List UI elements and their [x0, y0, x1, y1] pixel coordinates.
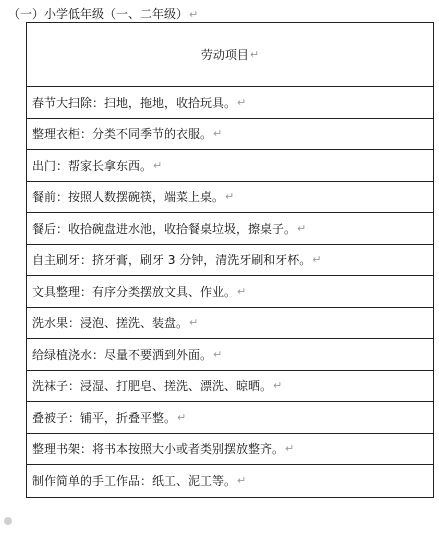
row-text: 自主刷牙：挤牙膏，刷牙 3 分钟，清洗牙刷和牙杯。	[32, 253, 312, 268]
row-text: 整理书架：将书本按照大小或者类别摆放整齐。	[32, 442, 285, 457]
row-text: 叠被子：铺平，折叠平整。	[32, 410, 177, 425]
labor-items-table	[26, 22, 434, 498]
row-text: 餐前：按照人数摆碗筷，端菜上桌。	[32, 190, 225, 205]
row-text: 整理衣柜：分类不同季节的衣服。	[32, 127, 213, 142]
paragraph-mark-icon: ↵	[237, 474, 247, 488]
table-row	[27, 402, 433, 434]
section-heading-text: （一）小学低年级（一、二年级）	[8, 7, 189, 21]
paragraph-mark-icon: ↵	[189, 8, 199, 21]
table-row	[27, 308, 433, 340]
paragraph-mark-icon: ↵	[285, 442, 295, 456]
table-row	[27, 87, 433, 119]
row-text: 文具整理：有序分类摆放文具、作业。	[32, 284, 237, 299]
table-row	[27, 119, 433, 151]
row-text: 洗水果：浸泡、搓洗、装盘。	[32, 316, 189, 331]
row-text: 春节大扫除：扫地，拖地，收拾玩具。	[32, 95, 237, 110]
table-row	[27, 339, 433, 371]
table-row	[27, 245, 433, 277]
paragraph-mark-icon: ↵	[153, 158, 163, 172]
paragraph-mark-icon: ↵	[312, 253, 322, 267]
watermark-logo	[4, 517, 14, 527]
table-row	[27, 276, 433, 308]
table-row	[27, 150, 433, 182]
row-text: 洗袜子：浸湿、打肥皂、搓洗、漂洗、晾晒。	[32, 379, 273, 394]
row-text: 制作简单的手工作品：纸工、泥工等。	[32, 474, 237, 489]
table-row	[27, 182, 433, 214]
paragraph-mark-icon: ↵	[237, 95, 247, 109]
table-header-cell	[27, 23, 433, 87]
row-text: 餐后：收拾碗盘进水池，收拾餐桌垃圾，擦桌子。	[32, 221, 297, 236]
paragraph-mark-icon: ↵	[213, 347, 223, 361]
paragraph-mark-icon: ↵	[297, 221, 307, 235]
section-heading	[8, 6, 198, 23]
table-row	[27, 371, 433, 403]
row-text: 给绿植浇水：尽量不要洒到外面。	[32, 347, 213, 362]
table-header-text: 劳动项目	[200, 48, 249, 62]
paragraph-mark-icon: ↵	[177, 410, 187, 424]
row-text: 出门：帮家长拿东西。	[32, 158, 153, 173]
table-row	[27, 213, 433, 245]
paragraph-mark-icon: ↵	[249, 48, 260, 61]
paragraph-mark-icon: ↵	[213, 127, 223, 141]
paragraph-mark-icon: ↵	[273, 379, 283, 393]
paragraph-mark-icon: ↵	[225, 190, 235, 204]
table-row	[27, 434, 433, 466]
paragraph-mark-icon: ↵	[237, 284, 247, 298]
paragraph-mark-icon: ↵	[189, 316, 199, 330]
watermark-icon	[4, 517, 12, 525]
table-row	[27, 465, 433, 497]
